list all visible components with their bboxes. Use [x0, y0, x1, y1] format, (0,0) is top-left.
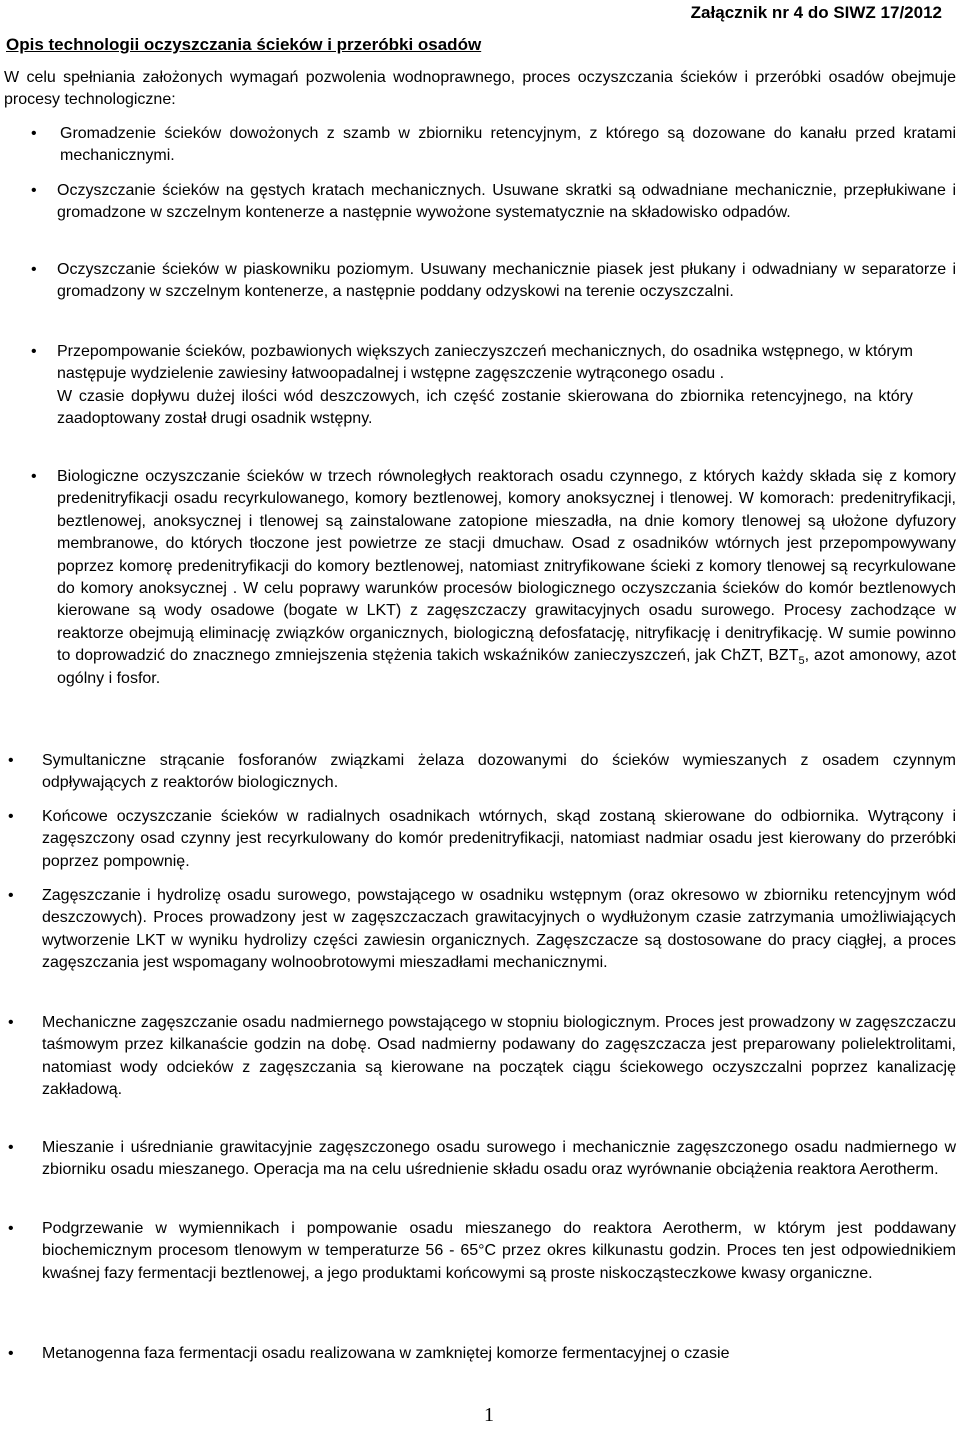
list-item-text: Mieszanie i uśrednianie grawitacyjnie zagęszczonego osadu surowego i mechanicznie zagęszczonego osadu nadmiernego w zbiorniku osadu mieszanego. Operacja ma na celu uśrednienie składu osadu oraz wyrównanie obciążenia reaktora Aerotherm.	[42, 1139, 956, 1179]
bullet-icon: •	[8, 1139, 14, 1156]
bullet-icon: •	[8, 1345, 14, 1362]
intro-paragraph: W celu spełniania założonych wymagań pozwolenia wodnoprawnego, proces oczyszczania ścieków i przeróbki osadów obejmuje procesy technologiczne:	[4, 69, 956, 109]
bullet-icon: •	[8, 752, 14, 769]
list-item	[57, 341, 913, 431]
document-title: Opis technologii oczyszczania ścieków i przeróbki osadów	[6, 35, 482, 54]
list-item-text: Metanogenna faza fermentacji osadu realizowana w zamkniętej komorze fermentacyjnej o czasie	[42, 1345, 730, 1362]
list-item	[42, 1343, 956, 1365]
list-item-text: Podgrzewanie w wymiennikach i pompowanie osadu mieszanego do reaktora Aerotherm, w którym jest poddawany biochemicznym procesom tlenowym w temperaturze 56 - 65°C przez okres kilkunastu godzin. Proces ten jest odpowiednikiem kwaśnej fazy fermentacji beztlenowej, a jego produktami końcowymi są proste niskocząsteczkowe kwasy organiczne.	[42, 1220, 956, 1282]
page-number: 1	[484, 1404, 494, 1426]
list-item-text-continued: W czasie dopływu dużej ilości wód deszczowych, ich część zostanie skierowana do zbiornika retencyjnego, na który zaadoptowany został drugi osadnik wstępny.	[57, 387, 913, 428]
bullet-icon: •	[31, 468, 37, 485]
list-item-text: Oczyszczanie ścieków w piaskowniku poziomym. Usuwany mechanicznie piasek jest płukany i odwadniany w separatorze i gromadzony w szczelnym kontenerze, a następnie poddany odzyskowi na terenie oczyszczalni.	[57, 261, 956, 301]
bullet-icon: •	[8, 1220, 14, 1237]
list-item-text: Symultaniczne strącanie fosforanów związkami żelaza dozowanymi do ścieków wymieszanych z osadem czynnym odpływających z reaktorów biologicznych.	[42, 752, 956, 792]
list-item	[42, 1137, 956, 1182]
bullet-icon: •	[31, 182, 37, 199]
list-item	[57, 180, 956, 225]
list-item	[42, 1012, 956, 1102]
list-item	[42, 885, 956, 975]
annex-label: Załącznik nr 4 do SIWZ 17/2012	[690, 3, 942, 22]
bullet-icon: •	[8, 1014, 14, 1031]
list-item	[57, 259, 956, 304]
bullet-icon: •	[8, 808, 14, 825]
list-item-text: Oczyszczanie ścieków na gęstych kratach mechanicznych. Usuwane skratki są odwadniane mechanicznie, przepłukiwane i gromadzone w szczelnym kontenerze a następnie wywożone systematycznie na składowisko odpadów.	[57, 182, 956, 222]
bullet-icon: •	[31, 343, 37, 360]
list-item	[42, 750, 956, 795]
list-item-text: Zagęszczanie i hydrolizę osadu surowego, powstającego w osadniku wstępnym (oraz okresowo w zbiorniku retencyjnym wód deszczowych). Proces prowadzony jest w zagęszczaczach grawitacyjnych o wydłużonym czasie zatrzymania umożliwiających wytworzenie LKT w wyniku hydrolizy części zawiesin organicznych. Zagęszczacze są dostosowane do pracy ciągłej, a proces zagęszczania jest wspomagany wolnoobrotowymi mieszadłami mechanicznymi.	[42, 887, 956, 972]
list-item	[42, 1218, 956, 1285]
list-item	[57, 466, 956, 690]
list-item	[60, 123, 956, 168]
list-item	[42, 806, 956, 873]
list-item-text: Końcowe oczyszczanie ścieków w radialnych osadnikach wtórnych, skąd zostaną skierowane do odbiornika. Wytrącony i zagęszczony osad czynny jest recyrkulowany do komór predenitryfikacji, natomiast nadmiar osadu jest kierowany do przeróbki poprzez pompownię.	[42, 808, 956, 870]
bullet-icon: •	[31, 125, 37, 142]
list-item-text: Mechaniczne zagęszczanie osadu nadmiernego powstającego w stopniu biologicznym. Proces jest prowadzony w zagęszczaczu taśmowym przez kilkanaście godzin na dobę. Osad nadmierny podawany do zagęszczacza jest preparowany polielektrolitami, natomiast wody odcieków z zagęszczania są kierowane na początek ciągu ściekowego oczyszczalni poprzez kanalizację zakładową.	[42, 1014, 956, 1099]
list-item-text: Przepompowanie ścieków, pozbawionych większych zanieczyszczeń mechanicznych, do osadnika wstępnego, w którym następuje wydzielenie zawiesiny łatwoopadalnej i wstępne zagęszczenie wytrąconego osadu .	[57, 343, 913, 383]
bullet-icon: •	[31, 261, 37, 278]
bullet-icon: •	[8, 887, 14, 904]
list-item-text: Gromadzenie ścieków dowożonych z szamb w zbiorniku retencyjnym, z którego są dozowane do kanału przed kratami mechanicznymi.	[60, 125, 956, 165]
list-item-text: Biologiczne oczyszczanie ścieków w trzech równoległych reaktorach osadu czynnego, z których każdy składa się z komory predenitryfikacji osadu recyrkulowanego, komory beztlenowej, komory anoksycznej i tlenowej. W komorach: predenitryfikacji, beztlenowej, anoksycznej i tlenowej są zainstalowane zatopione mieszadła, na dnie komory tlenowej są ułożone dyfuzory membranowe, do których tłoczone jest powietrze ze stacji dmuchaw. Osad z osadników wtórnych jest przepompowywany poprzez komorę predenitryfikacji do komory beztlenowej, natomiast znitryfikowane ścieki z komory tlenowej są recyrkulowane do komory anoksycznej . W celu poprawy warunków procesów biologicznego oczyszczania ścieków do komór beztlenowych kierowane są wody osadowe (bogate w LKT) z zagęszczaczy grawitacyjnych osadu surowego. Procesy zachodzące w reaktorze obejmują eliminację związków organicznych, biologiczną defosfatację, nitryfikację i denitryfikację. W sumie powinno to doprowadzić do znacznego zmniejszenia stężenia takich wskaźników zanieczyszczeń, jak ChZT, $BZT_5$, azot amonowy, azot ogólny i fosfor.	[57, 468, 957, 687]
